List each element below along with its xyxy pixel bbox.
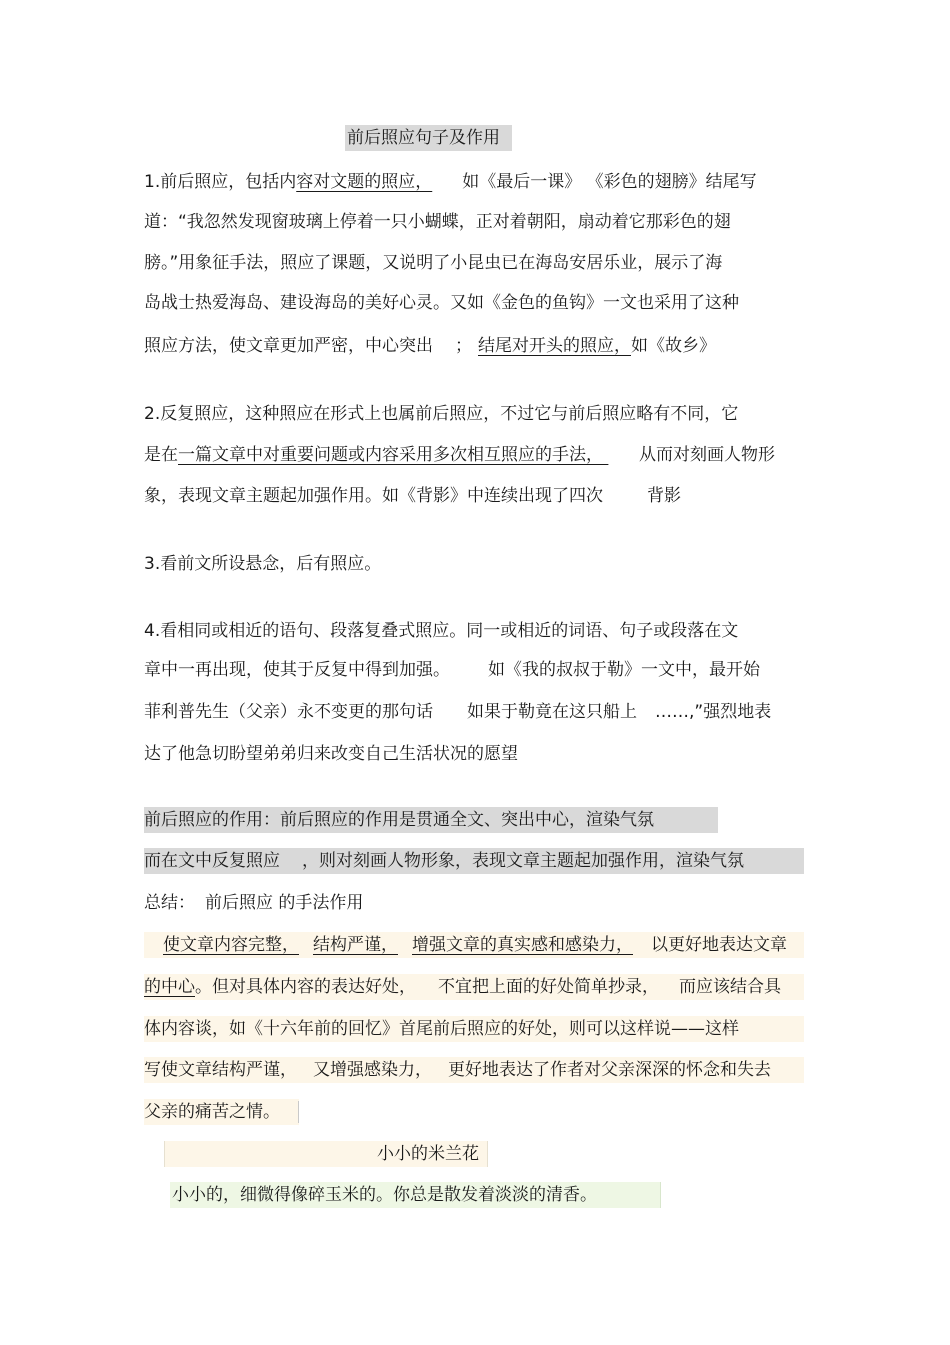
effect-line1: 前后照应的作用：前后照应的作用是贯通全文、突出中心，渲染气氛 [144, 807, 718, 833]
summary-line2: 的中心。但对具体内容的表达好处， 不宜把上面的好处简单抄录， 而应该结合具 [144, 974, 804, 1000]
p1-underline-2: 结尾对开头的照应， [478, 336, 631, 356]
p1-line4: 岛战士热爱海岛、建设海岛的美好心灵。又如《金色的鱼钩》一文也采用了这种 [144, 293, 739, 313]
summary-line1: 使文章内容完整， 结构严谨， 增强文章的真实感和感染力， 以更好地表达文章 [144, 932, 804, 958]
text-cursor [298, 1101, 299, 1123]
p4-line1: 4.看相同或相近的语句、段落复叠式照应。同一或相近的词语、句子或段落在文 [144, 621, 739, 641]
p4-line3: 菲利普先生（父亲）永不变更的那句话 如果于勒竟在这只船上 ……,”强烈地表 [144, 702, 772, 722]
p2-line2: 是在一篇文章中对重要问题或内容采用多次相互照应的手法， 从而对刻画人物形 [144, 445, 775, 465]
effect-line2: 而在文中反复照应 ，则对刻画人物形象，表现文章主题起加强作用，渲染气氛 [144, 848, 804, 874]
page-title: 前后照应句子及作用 [345, 125, 512, 151]
summary-line3: 体内容谈，如《十六年前的回忆》首尾前后照应的好处，则可以这样说——这样 [144, 1016, 804, 1042]
p1-underline: 容对文题的照应， [296, 172, 433, 192]
p1-line2: 道：“我忽然发现窗玻璃上停着一只小蝴蝶，正对着朝阳，扇动着它那彩色的翅 [144, 212, 731, 232]
p1-text: 如《最后一课》 《彩色的翅膀》结尾写 [462, 172, 757, 192]
p2-line3: 象，表现文章主题起加强作用。如《背影》中连续出现了四次 背影 [144, 486, 681, 506]
p4-line4: 达了他急切盼望弟弟归来改变自己生活状况的愿望 [144, 744, 518, 764]
summary-line4: 写使文章结构严谨， 又增强感染力， 更好地表达了作者对父亲深深的怀念和失去 [144, 1057, 804, 1083]
effect-line3: 总结： 前后照应 的手法作用 [144, 893, 364, 913]
p1-line5: 照应方法，使文章更加严密，中心突出 ； 结尾对开头的照应，如《故乡》 [144, 336, 716, 356]
summary-line5: 父亲的痛苦之情。 [144, 1099, 299, 1125]
p3-line1: 3.看前文所设悬念，后有照应。 [144, 554, 382, 574]
p4-line2: 章中一再出现，使其于反复中得到加强。 如《我的叔叔于勒》一文中，最开始 [144, 660, 760, 680]
p1-text: 1.前后照应，包括内 [144, 172, 297, 192]
p2-underline: 一篇文章中对重要问题或内容采用多次相互照应的手法， [178, 445, 603, 465]
p1-line3: 膀。”用象征手法，照应了课题，又说明了小昆虫已在海岛安居乐业，展示了海 [144, 253, 723, 273]
poem-line1: 小小的，细微得像碎玉米的。你总是散发着淡淡的清香。 [170, 1182, 661, 1208]
poem-title: 小小的米兰花 [164, 1141, 488, 1167]
p1-line1 [144, 169, 757, 195]
p2-line1: 2.反复照应，这种照应在形式上也属前后照应，不过它与前后照应略有不同，它 [144, 404, 739, 424]
